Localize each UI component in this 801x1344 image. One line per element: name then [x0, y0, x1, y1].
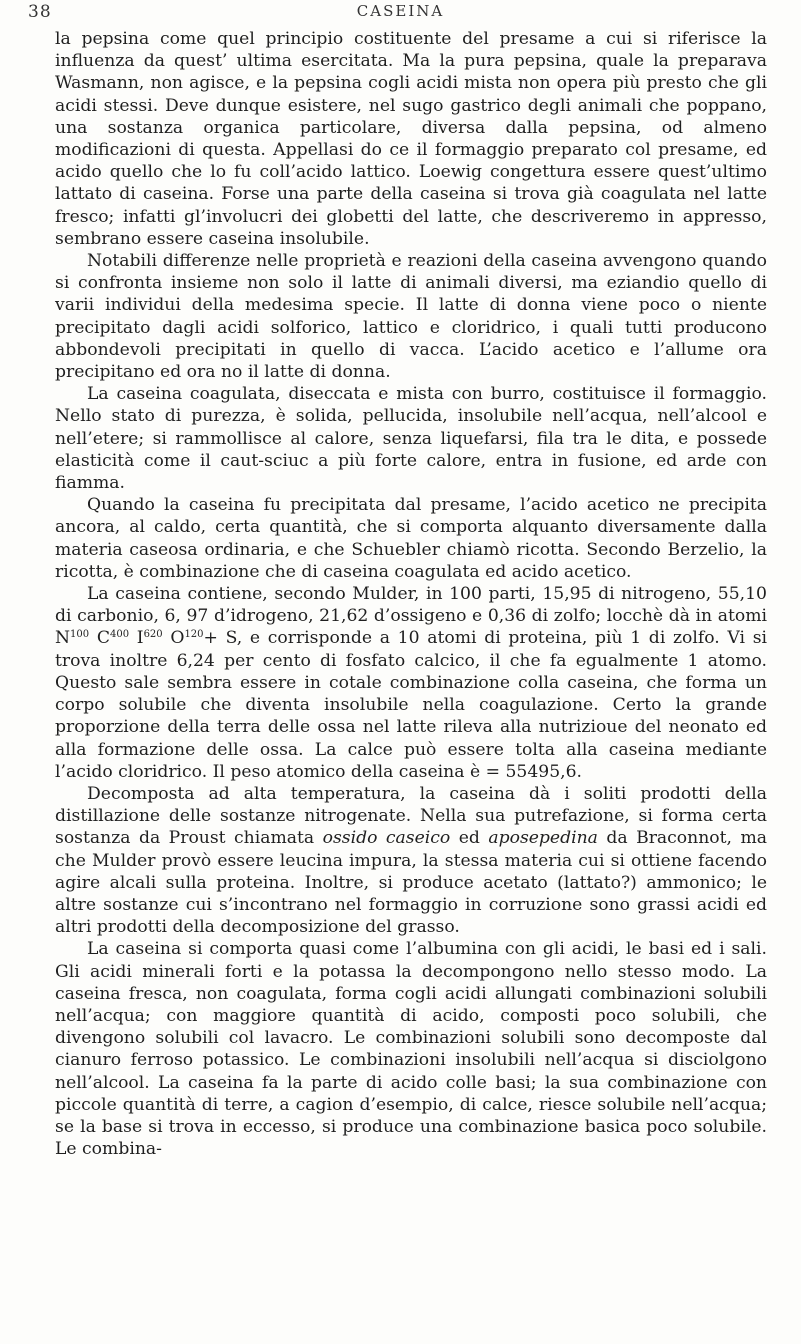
page-number: 38 [28, 2, 52, 22]
composition-tail: , e corrisponde a 10 atomi di proteina, più 1 di zolfo. Vi si trova inoltre 6,24 per cento di fosfato calcico, il che fa egualmente 1 atomo. Questo sale sembra essere in cotale combinazione colla caseina, che forma un corpo solubile che diventa insolubile nella coagulazione. Certo la grande proporzione della terra delle ossa nel latte rileva alla nutrizioue del neonato ed alla formazione delle ossa. La calce può essere tolta alla caseina mediante l’acido cloridrico. Il peso atomico della caseina è = 55495,6. [55, 628, 768, 782]
page-header [28, 2, 773, 24]
paragraph: Notabili differenze nelle proprietà e reazioni della caseina avvengono quando si confronta insieme non solo il latte di animali diversi, ma eziandio quello di varii individui della medesima specie. Il latte di donna viene poco o niente precipitato dagli acidi solforico, lattico e cloridrico, i quali tutti producono abbondevoli precipitati in quello di vacca. L’acido acetico e l’allume ora precipitano ed ora no il latte di donna. [55, 251, 767, 383]
chemical-formula: $N^{100}$ $C^{400}$ $I^{620}$ $O^{120}+ S$ [55, 628, 237, 649]
paragraph: La caseina coagulata, diseccata e mista con burro, costituisce il formaggio. Nello stato di purezza, è solida, pellucida, insolubile nell’acqua, nell’alcool e nell’etere; si rammollisce al calore, senza liquefarsi, fila tra le dita, e possede elasticità come il caut-sciuc a più forte calore, entra in fusione, ed arde con fiamma. [55, 384, 767, 494]
italic-term: aposepedina [488, 828, 598, 849]
italic-term: ossido caseico [322, 828, 451, 849]
running-head: CASEINA [356, 2, 445, 20]
paragraph: Quando la caseina fu precipitata dal presame, l’acido acetico ne precipita ancora, al caldo, certa quantità, che si comporta alquanto diversamente dalla materia caseosa ordinaria, e che Schuebler chiamò ricotta. Secondo Berzelio, la ricotta, è combinazione che di caseina coagulata ed acido acetico. [55, 495, 767, 582]
paragraph-decomposition: Decomposta ad alta temperatura, la caseina dà i soliti prodotti della distillazione delle sostanze nitrogenate. Nella sua putrefazione, si forma certa sostanza da Proust chiamata ossido caseico ed aposepedina da Braconnot, ma che Mulder provò essere leucina impura, la stessa materia cui si ottiene facendo agire alcali sulla proteina. Inoltre, si produce acetato (lattato?) ammonico; le altre sostanze cui s’incontrano nel formaggio in corruzione sono grassi acidi ed altri prodotti della decomposizione del grasso. [55, 783, 768, 938]
paragraph: La caseina si comporta quasi come l’albumina con gli acidi, le basi ed i sali. Gli acidi minerali forti e la potassa la decompongono nello stesso modo. La caseina fresca, non coagulata, forma cogli acidi allungati combinazioni solubili nell’acqua; con maggiore quantità di acido, composti poco solubili, che divengono solubili col lavacro. Le combinazioni solubili sono decomposte dal cianuro ferroso potassico. Le combinazioni insolubili nell’acqua si disciolgono nell’alcool. La caseina fa la parte di acido colle basi; la sua combinazione con piccole quantità di terre, a cagion d’esempio, di calce, riesce solubile nell’acqua; se la base si trova in eccesso, si produce una combinazione basica poco solubile. Le combina- [55, 939, 767, 1160]
composition-lead: La caseina contiene, secondo Mulder, in 100 parti, 15,95 di nitrogeno, 55,10 di carbonio, 6, 97 d’idrogeno, 21,62 d’ossigeno e 0,36 di zolfo; locchè dà in atomi [55, 584, 767, 627]
paragraph: la pepsina come quel principio costituente del presame a cui si riferisce la influenza da quest’ ultima esercitata. Ma la pura pepsina, quale la preparava Wasmann, non agisce, e la pepsina cogli acidi mista non opera più presto che gli acidi stessi. Deve dunque esistere, nel sugo gastrico degli animali che poppano, una sostanza organica particolare, diversa dalla pepsina, od almeno modificazioni di questa. Appellasi do ce il formaggio preparato col presame, ed acido quello che lo fu coll’acido lattico. Loewig congettura essere quest’ultimo lattato di caseina. Forse una parte della caseina si trova già coagulata nel latte fresco; infatti gl’involucri dei globetti del latte, che descriveremo in appresso, sembrano essere caseina insolubile. [55, 29, 767, 249]
body-text [55, 28, 767, 1160]
paragraph-composition [55, 583, 767, 783]
